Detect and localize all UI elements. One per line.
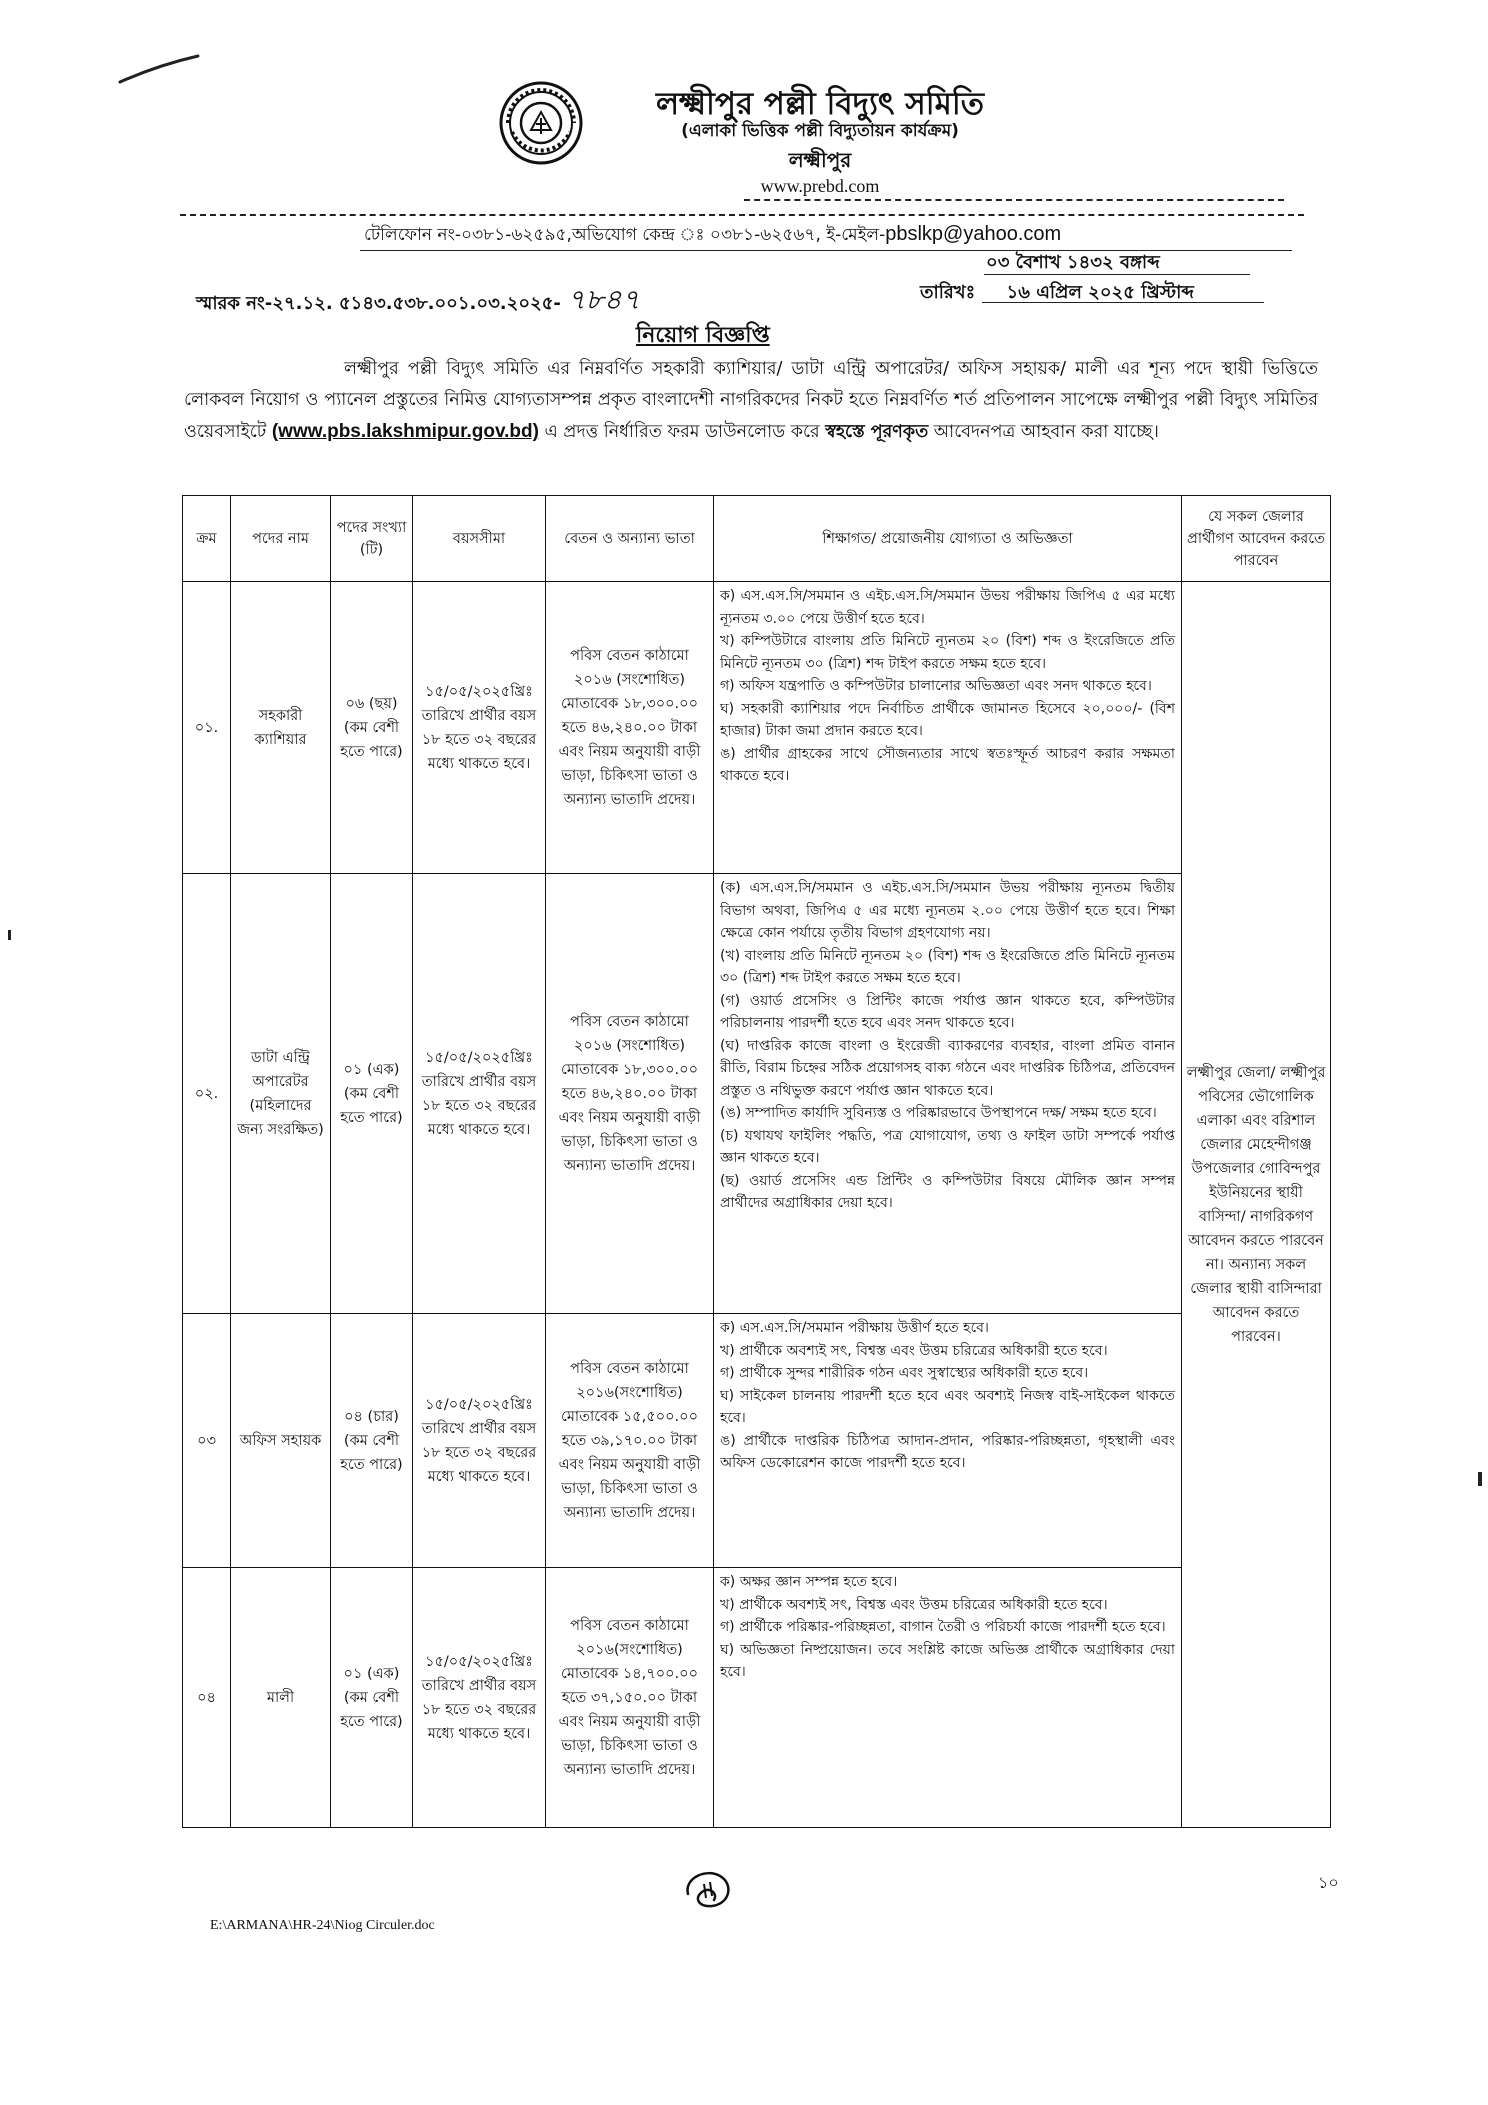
qualification-item: ক) এস.এস.সি/সমমান ও এইচ.এস.সি/সমমান উভয় পরীক্ষায় জিপিএ ৫ এর মধ্যে ন্যূনতম ৩.০০ পেয়ে উত্তীর্ণ হতে হবে। [720,588,1175,627]
qualification-item: (খ) বাংলায় প্রতি মিনিটে ন্যূনতম ২০ (বিশ) শব্দ ও ইংরেজিতে প্রতি মিনিটে ন্যূনতম ৩০ (ত্রিশ) শব্দ টাইপ করতে সক্ষম হতে হবে। [720,947,1175,986]
table-row [183,874,1331,1314]
organization-subtitle: (এলাকা ভিত্তিক পল্লী বিদ্যুতায়ন কার্যক্রম) [681,121,959,141]
date-bengali-calendar: ০৩ বৈশাখ ১৪৩২ বঙ্গাব্দ [986,252,1160,273]
row-post-name: অফিস সহায়ক [231,1314,331,1568]
row-qualifications [714,1314,1182,1568]
row-post-count: ০৬ (ছয়) (কম বেশী হতে পারে) [331,582,413,874]
row-age-limit: ১৫/০৫/২০২৫খ্রিঃ তারিখে প্রার্থীর বয়স ১৮ হতে ৩২ বছরের মধ্যে থাকতে হবে। [413,1314,546,1568]
intro-text-emphasis: স্বহস্তে পূরণকৃত [825,422,929,442]
pen-stroke-mark [118,54,200,84]
qualification-item: (ঙ) সম্পাদিত কার্যাদি সুবিন্যস্ত ও পরিষ্কারভাবে উপস্থাপনে দক্ষ/ সক্ষম হতে হবে। [720,1105,1157,1121]
qualification-item: ক) অক্ষর জ্ঞান সম্পন্ন হতে হবে। [720,1574,898,1590]
qualification-item: খ) প্রার্থীকে অবশ্যই সৎ, বিশ্বস্ত এবং উত্তম চরিত্রের অধিকারী হতে হবে। [720,1596,1108,1613]
row-post-name: সহকারী ক্যাশিয়ার [231,582,331,874]
qualification-item: (চ) যথাযথ ফাইলিং পদ্ধতি, পত্র যোগাযোগ, তথ্য ও ফাইল ডাটা সম্পর্কে পর্যাপ্ত জ্ঞান থাকতে হবে। [720,1127,1175,1166]
qualification-item: (ক) এস.এস.সি/সমমান ও এইচ.এস.সি/সমমান উভয় পরীক্ষায় ন্যূনতম দ্বিতীয় বিভাগ অথবা, জিপিএ ৫ এর মধ্যে ন্যূনতম ২.০০ পেয়ে উত্তীর্ণ হতে হবে। শিক্ষা ক্ষেত্রে কোন পর্যায়ে তৃতীয় বিভাগ গ্রহণযোগ্য নয়। [720,880,1175,941]
qualification-item: ঘ) সাইকেল চালনায় পারদর্শী হতে হবে এবং অবশ্যই নিজস্ব বাই-সাইকেল থাকতে হবে। [720,1387,1175,1426]
qualification-item: গ) অফিস যন্ত্রপাতি ও কম্পিউটার চালানোর অভিজ্ঞতা এবং সনদ থাকতে হবে। [720,678,1152,694]
row-post-name: মালী [231,1568,331,1828]
organization-city: লক্ষ্মীপুর [788,148,852,172]
row-post-count: ০১ (এক) (কম বেশী হতে পারে) [331,1568,413,1828]
contact-phone-text: টেলিফোন নং-০৩৮১-৬২৫৯৫,অভিযোগ কেন্দ্র ঃ ০৩৮১-৬২৫৬৭, ই-মেইল- [364,225,886,245]
intro-text-end: আবেদনপত্র আহবান করা যাচ্ছে। [933,422,1159,442]
qualification-item: ক) এস.এস.সি/সমমান পরীক্ষায় উত্তীর্ণ হতে হবে। [720,1320,989,1336]
organization-website: www.prebd.com [760,176,880,196]
memo-label: স্মারক নং-২৭.১২. ৫১৪৩.৫৩৮.০০১.০৩.২০২৫- [196,293,561,314]
header-eligible-districts: যে সকল জেলার প্রার্থীগণ আবেদন করতে পারবেন [1182,496,1331,582]
row-post-count: ০৪ (চার) (কম বেশী হতে পারে) [331,1314,413,1568]
date-label: তারিখঃ [920,282,976,303]
row-age-limit: ১৫/০৫/২০২৫খ্রিঃ তারিখে প্রার্থীর বয়স ১৮ হতে ৩২ বছরের মধ্যে থাকতে হবে। [413,582,546,874]
header-salary: বেতন ও অন্যান্য ভাতা [546,496,714,582]
header-post-count: পদের সংখ্যা (টি) [331,496,413,582]
application-website-link[interactable]: (www.pbs.lakshmipur.gov.bd) [271,421,539,442]
header-qualification: শিক্ষাগত/ প্রয়োজনীয় যোগ্যতা ও অভিজ্ঞতা [714,496,1182,582]
intro-text-mid: এ প্রদত্ত নির্ধারিত ফরম ডাউনলোড করে [544,422,820,442]
row-salary: পবিস বেতন কাঠামো ২০১৬ (সংশোধিত) মোতাবেক ১৮,৩০০.০০ হতে ৪৬,২৪০.০০ টাকা এবং নিয়ম অনুযায়ী বাড়ী ভাড়া, চিকিৎসা ভাতা ও অন্যান্য ভাতাদি প্রদেয়। [546,874,714,1314]
scan-edge-mark [8,930,11,940]
date-bengali-underline [984,274,1250,275]
header-divider-long [180,214,1304,216]
qualification-item: ঙ) প্রার্থীর গ্রাহকের সাথে সৌজন্যতার সাথে স্বতঃস্ফূর্ত আচরণ করার সক্ষমতা থাকতে হবে। [720,745,1175,784]
header-divider-short [744,199,1284,201]
row-serial: ০১. [183,582,231,874]
row-age-limit: ১৫/০৫/২০২৫খ্রিঃ তারিখে প্রার্থীর বয়স ১৮ হতে ৩২ বছরের মধ্যে থাকতে হবে। [413,1568,546,1828]
eligible-districts: লক্ষ্মীপুর জেলা/ লক্ষ্মীপুর পবিসের ভৌগোলিক এলাকা এবং বরিশাল জেলার মেহেন্দীগঞ্জ উপজেলার গোবিন্দপুর ইউনিয়নের স্থায়ী বাসিন্দা/ নাগরিকগণ আবেদন করতে পারবেন না। অন্যান্য সকল জেলার স্থায়ী বাসিন্দারা আবেদন করতে পারবেন। [1182,582,1331,1828]
table-row [183,582,1331,874]
contact-line [364,222,1061,250]
row-serial: ০২. [183,874,231,1314]
row-qualifications [714,1568,1182,1828]
row-salary: পবিস বেতন কাঠামো ২০১৬ (সংশোধিত) মোতাবেক ১৮,৩০০.০০ হতে ৪৬,২৪০.০০ টাকা এবং নিয়ম অনুযায়ী বাড়ী ভাড়া, চিকিৎসা ভাতা ও অন্যান্য ভাতাদি প্রদেয়। [546,582,714,874]
row-salary: পবিস বেতন কাঠামো ২০১৬(সংশোধিত) মোতাবেক ১৫,৫০০.০০ হতে ৩৯,১৭০.০০ টাকা এবং নিয়ম অনুযায়ী বাড়ী ভাড়া, চিকিৎসা ভাতা ও অন্যান্য ভাতাদি প্রদেয়। [546,1314,714,1568]
notice-heading: নিয়োগ বিজ্ঞপ্তি [636,323,770,348]
qualification-item: ঙ) প্রার্থীকে দাপ্তরিক চিঠিপত্র আদান-প্রদান, পরিষ্কার-পরিচ্ছন্নতা, গৃহস্থালী এবং অফিস ডেকোরেশন কাজে পারদর্শী হতে হবে। [720,1432,1175,1471]
row-salary: পবিস বেতন কাঠামো ২০১৬(সংশোধিত) মোতাবেক ১৪,৭০০.০০ হতে ৩৭,১৫০.০০ টাকা এবং নিয়ম অনুযায়ী বাড়ী ভাড়া, চিকিৎসা ভাতা ও অন্যান্য ভাতাদি প্রদেয়। [546,1568,714,1828]
header-serial: ক্রম [183,496,231,582]
qualification-item: গ) প্রার্থীকে পরিষ্কার-পরিচ্ছন্নতা, বাগান তৈরী ও পরিচর্যা কাজে পারদর্শী হতে হবে। [720,1619,1166,1635]
qualification-item: (ছ) ওয়ার্ড প্রসেসিং এন্ড প্রিন্টিং ও কম্পিউটার বিষয়ে মৌলিক জ্ঞান সম্পন্ন প্রার্থীদের অগ্রাধিকার দেয়া হবে। [720,1172,1175,1211]
date-line [920,278,1194,309]
date-gregorian: ১৬ এপ্রিল ২০২৫ খ্রিস্টাব্দ [1006,282,1194,303]
vacancy-table [182,495,1331,1828]
memo-reference [196,278,640,325]
qualification-item: গ) প্রার্থীকে সুন্দর শারীরিক গঠন এবং সুস্বাস্থ্যের অধিকারী হতে হবে। [720,1365,1089,1381]
row-serial: ০৪ [183,1568,231,1828]
contact-email: pbslkp@yahoo.com [885,223,1062,245]
qualification-item: খ) প্রার্থীকে অবশ্যই সৎ, বিশ্বস্ত এবং উত্তম চরিত্রের অধিকারী হতে হবে। [720,1342,1108,1359]
row-post-name: ডাটা এন্ট্রি অপারেটর (মহিলাদের জন্য সংরক্ষিত) [231,874,331,1314]
qualification-item: (গ) ওয়ার্ড প্রসেসিং ও প্রিন্টিং কাজে পর্যাপ্ত জ্ঞান থাকতে হবে, কম্পিউটার পরিচালনায় পারদর্শী হতে হবে এবং সনদ থাকতে হবে। [720,992,1175,1031]
row-post-count: ০১ (এক) (কম বেশী হতে পারে) [331,874,413,1314]
row-age-limit: ১৫/০৫/২০২৫খ্রিঃ তারিখে প্রার্থীর বয়স ১৮ হতে ৩২ বছরের মধ্যে থাকতে হবে। [413,874,546,1314]
header-age-limit: বয়সসীমা [413,496,546,582]
notice-intro-paragraph [184,354,1318,448]
handwritten-signature-icon [680,1864,744,1912]
qualification-item: ঘ) অভিজ্ঞতা নিষ্প্রয়োজন। তবে সংশ্লিষ্ট কাজে অভিজ্ঞ প্রার্থীকে অগ্রাধিকার দেয়া হবে। [720,1641,1175,1680]
row-qualifications [714,582,1182,874]
header-post-name: পদের নাম [231,496,331,582]
qualification-item: ঘ) সহকারী ক্যাশিয়ার পদে নির্বাচিত প্রার্থীকে জামানত হিসেবে ২০,০০০/- (বিশ হাজার) টাকা জমা প্রদান করতে হবে। [720,700,1175,739]
row-serial: ০৩ [183,1314,231,1568]
intro-text-start: লক্ষ্মীপুর পল্লী বিদ্যুৎ সমিতি এর নিম্নবর্ণিত সহকারী ক্যাশিয়ার/ ডাটা এন্ট্রি অপারেটর/ অফিস সহায়ক/ মালী এর শূন্য পদে স্থায়ী ভিত্তিতে লোকবল নিয়োগ ও প্যানেল প্রস্তুতের নিমিত্ত যোগ্যতাসম্পন্ন প্রকৃত বাংলাদেশী নাগরিকদের নিকট হতে নিম্নবর্ণিত শর্ত প্রতিপালন সাপেক্ষে লক্ষ্মীপুর পল্লী বিদ্যুৎ সমিতির ওয়েবসাইটে [184,359,1318,442]
memo-handwritten-number: ৭৮৪৭ [567,283,640,316]
page-number: ১০ [1318,1873,1339,1892]
scan-edge-mark [1478,1472,1482,1486]
table-row [183,1568,1331,1828]
qualification-item: খ) কম্পিউটারে বাংলায় প্রতি মিনিটে ন্যূনতম ২০ (বিশ) শব্দ ও ইংরেজিতে প্রতি মিনিটে ন্যূনতম ৩০ (ত্রিশ) শব্দ টাইপ করতে সক্ষম হতে হবে। [720,633,1175,672]
date-gregorian-underline [982,302,1264,303]
file-path: E:\ARMANA\HR-24\Niog Circuler.doc [210,1918,435,1933]
organization-name: লক্ষ্মীপুর পল্লী বিদ্যুৎ সমিতি [656,86,984,122]
table-header-row [183,496,1331,582]
row-qualifications [714,874,1182,1314]
organization-seal-icon [498,80,584,166]
qualification-item: (ঘ) দাপ্তরিক কাজে বাংলা ও ইংরেজী ব্যাকরণের ব্যবহার, বাংলা প্রমিত বানান রীতি, বিরাম চিহ্নের সঠিক প্রয়োগসহ বাক্য গঠনে এবং দাপ্তরিক চিঠিপত্র, প্রতিবেদন প্রস্তুত ও নথিভুক্ত করণে পর্যাপ্ত জ্ঞান থাকতে হবে। [720,1037,1175,1099]
table-row [183,1314,1331,1568]
